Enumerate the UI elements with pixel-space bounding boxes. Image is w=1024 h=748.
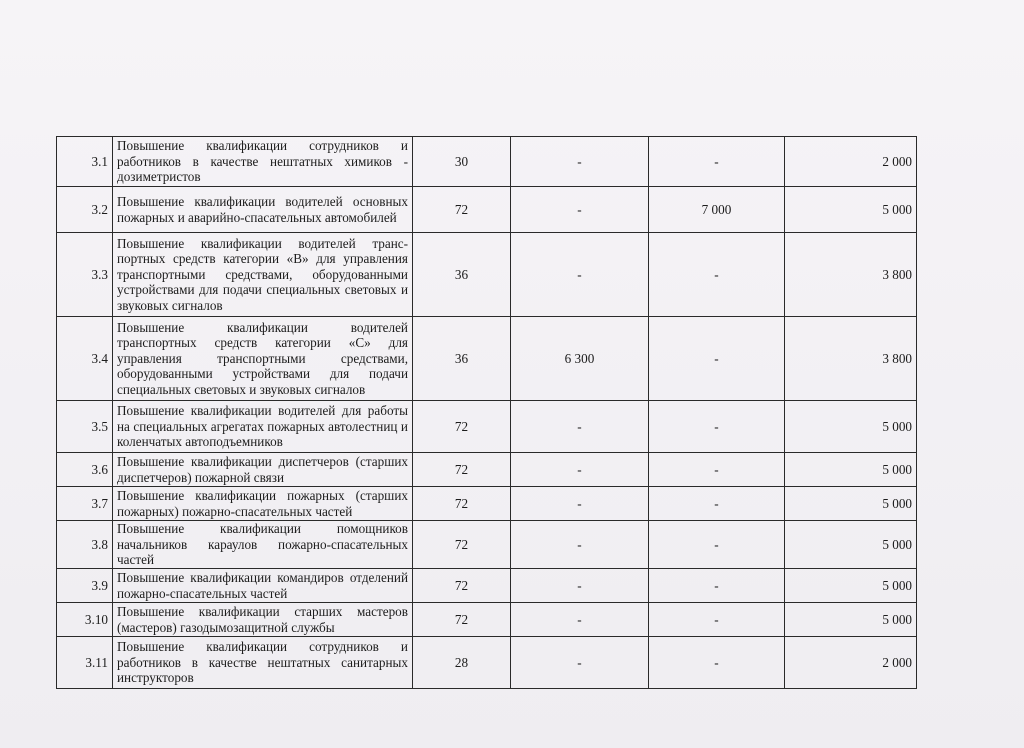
table-row bbox=[57, 453, 917, 487]
price-column-2: - bbox=[649, 453, 785, 487]
table-row bbox=[57, 317, 917, 401]
row-number: 3.7 bbox=[57, 487, 113, 521]
row-number: 3.5 bbox=[57, 401, 113, 453]
price-column-3: 5 000 bbox=[785, 401, 917, 453]
course-description: Повышение квалификации диспетчеров (старших диспетчеров) пожарной связи bbox=[113, 453, 413, 487]
course-description: Повышение квалификации пожарных (старших пожарных) пожарно-спасательных частей bbox=[113, 487, 413, 521]
course-description: Повышение квалификации водителей для работы на специальных агрегатах пожарных автолестниц и коленчатых автоподъемников bbox=[113, 401, 413, 453]
price-column-1: - bbox=[511, 401, 649, 453]
price-column-1: - bbox=[511, 187, 649, 233]
price-column-2: - bbox=[649, 401, 785, 453]
price-column-3: 2 000 bbox=[785, 637, 917, 689]
hours-cell: 72 bbox=[413, 521, 511, 569]
hours-cell: 28 bbox=[413, 637, 511, 689]
row-number: 3.6 bbox=[57, 453, 113, 487]
course-description: Повышение квалификации водителей основных пожарных и аварийно-спасательных автомобилей bbox=[113, 187, 413, 233]
hours-cell: 72 bbox=[413, 603, 511, 637]
row-number: 3.8 bbox=[57, 521, 113, 569]
course-description: Повышение квалификации сотрудников и работников в качестве нештатных санитарных инструкторов bbox=[113, 637, 413, 689]
row-number: 3.3 bbox=[57, 233, 113, 317]
course-description: Повышение квалификации водителей транспортных средств категории «С» для управления транспортными средствами, оборудованными устройствами для подачи специальных световых и звуковых сигналов bbox=[113, 317, 413, 401]
price-column-1: - bbox=[511, 453, 649, 487]
row-number: 3.4 bbox=[57, 317, 113, 401]
price-column-2: 7 000 bbox=[649, 187, 785, 233]
hours-cell: 72 bbox=[413, 187, 511, 233]
price-column-3: 5 000 bbox=[785, 603, 917, 637]
row-number: 3.10 bbox=[57, 603, 113, 637]
price-column-1: 6 300 bbox=[511, 317, 649, 401]
price-column-1: - bbox=[511, 569, 649, 603]
price-column-3: 5 000 bbox=[785, 453, 917, 487]
row-number: 3.11 bbox=[57, 637, 113, 689]
price-column-3: 5 000 bbox=[785, 569, 917, 603]
price-column-2: - bbox=[649, 317, 785, 401]
price-column-3: 3 800 bbox=[785, 317, 917, 401]
table-row bbox=[57, 401, 917, 453]
course-description: Повышение квалификации сотрудников и работников в качестве нештатных химиков - дозиметристов bbox=[113, 137, 413, 187]
table-row bbox=[57, 233, 917, 317]
hours-cell: 36 bbox=[413, 317, 511, 401]
price-column-2: - bbox=[649, 521, 785, 569]
row-number: 3.2 bbox=[57, 187, 113, 233]
training-table bbox=[56, 136, 917, 689]
price-column-2: - bbox=[649, 137, 785, 187]
price-column-1: - bbox=[511, 637, 649, 689]
price-column-2: - bbox=[649, 233, 785, 317]
hours-cell: 72 bbox=[413, 401, 511, 453]
hours-cell: 72 bbox=[413, 569, 511, 603]
table-row bbox=[57, 137, 917, 187]
price-column-1: - bbox=[511, 137, 649, 187]
hours-cell: 36 bbox=[413, 233, 511, 317]
price-column-3: 3 800 bbox=[785, 233, 917, 317]
row-number: 3.1 bbox=[57, 137, 113, 187]
price-column-3: 5 000 bbox=[785, 487, 917, 521]
hours-cell: 72 bbox=[413, 453, 511, 487]
price-column-2: - bbox=[649, 569, 785, 603]
price-column-1: - bbox=[511, 233, 649, 317]
table-row bbox=[57, 569, 917, 603]
course-description: Повышение квалификации командиров отделений пожарно-спасательных частей bbox=[113, 569, 413, 603]
hours-cell: 72 bbox=[413, 487, 511, 521]
price-column-1: - bbox=[511, 603, 649, 637]
table-row bbox=[57, 487, 917, 521]
price-column-3: 2 000 bbox=[785, 137, 917, 187]
table-row bbox=[57, 521, 917, 569]
table-body bbox=[57, 137, 917, 689]
price-column-2: - bbox=[649, 637, 785, 689]
price-column-3: 5 000 bbox=[785, 187, 917, 233]
price-column-1: - bbox=[511, 487, 649, 521]
hours-cell: 30 bbox=[413, 137, 511, 187]
price-column-2: - bbox=[649, 487, 785, 521]
price-column-2: - bbox=[649, 603, 785, 637]
price-column-1: - bbox=[511, 521, 649, 569]
table-row bbox=[57, 187, 917, 233]
course-description: Повышение квалификации помощников начальников караулов пожарно-спасательных частей bbox=[113, 521, 413, 569]
table-row bbox=[57, 637, 917, 689]
table-row bbox=[57, 603, 917, 637]
course-description: Повышение квалификации водителей транс-портных средств категории «В» для управления транспортными средствами, оборудованными устройствами для подачи специальных световых и звуковых сигналов bbox=[113, 233, 413, 317]
price-column-3: 5 000 bbox=[785, 521, 917, 569]
row-number: 3.9 bbox=[57, 569, 113, 603]
course-description: Повышение квалификации старших мастеров (мастеров) газодымозащитной службы bbox=[113, 603, 413, 637]
